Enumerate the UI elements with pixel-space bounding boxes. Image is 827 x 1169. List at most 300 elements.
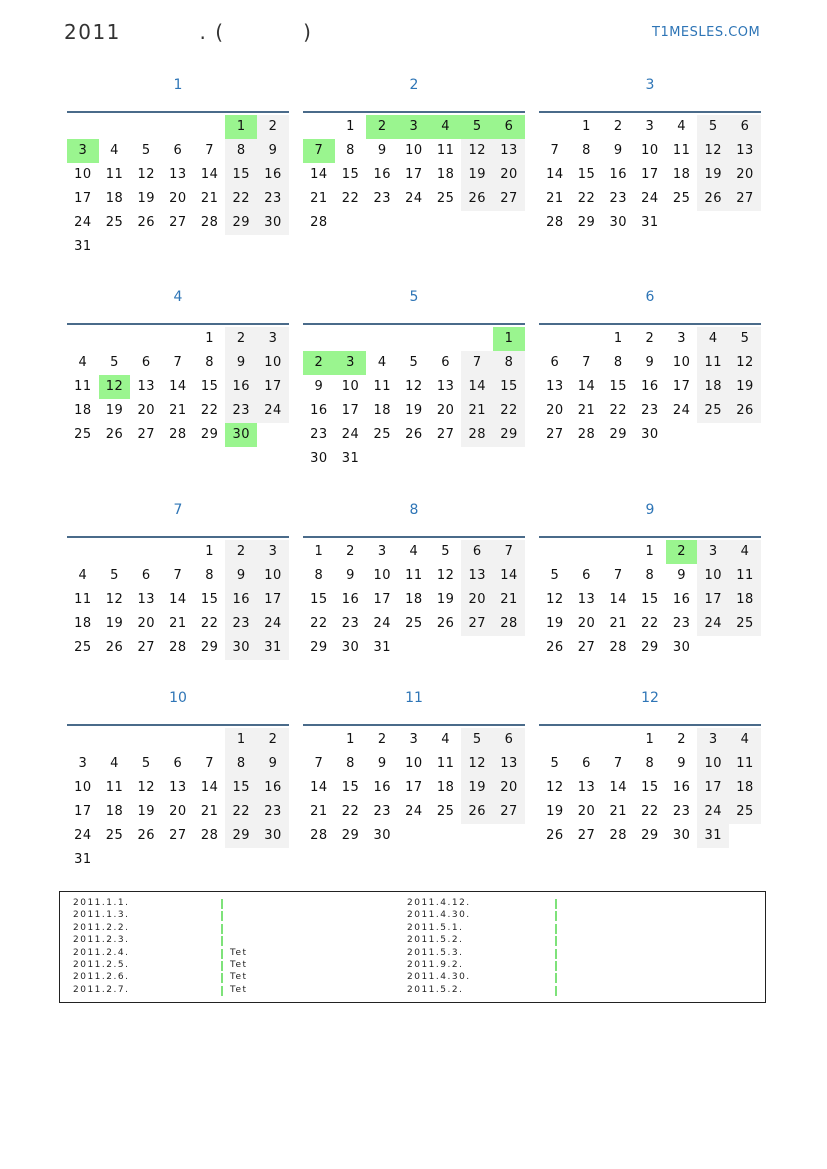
day-cell[interactable]: 30 xyxy=(341,640,360,655)
day-cell[interactable]: 17 xyxy=(257,588,289,612)
day-cell[interactable]: 17 xyxy=(257,375,289,399)
day-cell[interactable]: 21 xyxy=(609,804,627,819)
day-cell[interactable]: 16 xyxy=(373,167,391,182)
day-cell[interactable]: 19 xyxy=(105,616,124,631)
day-cell[interactable]: 2 xyxy=(257,728,289,752)
day-cell[interactable]: 28 xyxy=(577,427,596,442)
day-cell[interactable]: 15 xyxy=(641,592,659,607)
day-cell[interactable]: 13 xyxy=(493,752,525,776)
day-cell[interactable]: 30 xyxy=(641,427,659,442)
day-cell[interactable]: 2 xyxy=(666,540,698,564)
day-cell[interactable]: 25 xyxy=(697,399,729,423)
day-cell[interactable]: 19 xyxy=(436,592,455,607)
day-cell[interactable]: 12 xyxy=(137,167,155,182)
day-cell[interactable]: 15 xyxy=(225,776,257,800)
day-cell[interactable]: 18 xyxy=(405,592,423,607)
day-cell[interactable]: 16 xyxy=(672,592,691,607)
day-cell[interactable]: 2 xyxy=(257,115,289,139)
day-cell[interactable]: 31 xyxy=(257,636,289,660)
day-cell[interactable]: 15 xyxy=(200,592,219,607)
day-cell[interactable]: 4 xyxy=(697,327,729,351)
day-cell[interactable]: 13 xyxy=(137,592,155,607)
day-cell[interactable]: 3 xyxy=(409,732,419,747)
day-cell[interactable]: 5 xyxy=(461,115,493,139)
day-cell[interactable]: 4 xyxy=(677,119,686,134)
day-cell[interactable]: 18 xyxy=(697,375,729,399)
day-cell[interactable]: 25 xyxy=(74,427,92,442)
day-cell[interactable]: 11 xyxy=(405,568,423,583)
day-cell[interactable]: 1 xyxy=(346,119,355,134)
day-cell[interactable]: 24 xyxy=(697,612,729,636)
day-cell[interactable]: 23 xyxy=(609,191,627,206)
day-cell[interactable]: 18 xyxy=(373,403,391,418)
day-cell[interactable]: 7 xyxy=(303,139,335,163)
day-cell[interactable]: 3 xyxy=(697,540,729,564)
day-cell[interactable]: 20 xyxy=(546,403,564,418)
day-cell[interactable]: 30 xyxy=(609,215,627,230)
day-cell[interactable]: 3 xyxy=(697,728,729,752)
day-cell[interactable]: 29 xyxy=(200,640,219,655)
day-cell[interactable]: 7 xyxy=(173,568,183,583)
day-cell[interactable]: 23 xyxy=(341,616,360,631)
day-cell[interactable]: 18 xyxy=(105,191,124,206)
day-cell[interactable]: 1 xyxy=(205,544,214,559)
day-cell[interactable]: 27 xyxy=(137,640,155,655)
day-cell[interactable]: 21 xyxy=(200,804,219,819)
day-cell[interactable]: 11 xyxy=(697,351,729,375)
day-cell[interactable]: 29 xyxy=(641,828,659,843)
day-cell[interactable]: 27 xyxy=(461,612,493,636)
day-cell[interactable]: 6 xyxy=(173,756,183,771)
day-cell[interactable]: 16 xyxy=(373,780,391,795)
day-cell[interactable]: 9 xyxy=(225,351,257,375)
day-cell[interactable]: 24 xyxy=(74,828,92,843)
day-cell[interactable]: 12 xyxy=(461,752,493,776)
day-cell[interactable]: 15 xyxy=(200,379,219,394)
day-cell[interactable]: 22 xyxy=(200,616,219,631)
day-cell[interactable]: 29 xyxy=(310,640,328,655)
day-cell[interactable]: 20 xyxy=(493,776,525,800)
day-cell[interactable]: 31 xyxy=(74,239,92,254)
day-cell[interactable]: 14 xyxy=(609,780,627,795)
day-cell[interactable]: 31 xyxy=(641,215,659,230)
day-cell[interactable]: 19 xyxy=(729,375,761,399)
day-cell[interactable]: 22 xyxy=(577,191,596,206)
day-cell[interactable]: 24 xyxy=(74,215,92,230)
day-cell[interactable]: 1 xyxy=(314,544,324,559)
day-cell[interactable]: 10 xyxy=(341,379,360,394)
day-cell[interactable]: 25 xyxy=(436,804,455,819)
day-cell[interactable]: 2 xyxy=(225,540,257,564)
day-cell[interactable]: 25 xyxy=(672,191,691,206)
day-cell[interactable]: 8 xyxy=(613,355,623,370)
day-cell[interactable]: 28 xyxy=(461,423,493,447)
day-cell[interactable]: 18 xyxy=(74,616,92,631)
day-cell[interactable]: 24 xyxy=(257,399,289,423)
day-cell[interactable]: 3 xyxy=(677,331,686,346)
day-cell[interactable]: 17 xyxy=(405,167,423,182)
day-cell[interactable]: 11 xyxy=(74,379,92,394)
day-cell[interactable]: 14 xyxy=(609,592,627,607)
day-cell[interactable]: 24 xyxy=(257,612,289,636)
day-cell[interactable]: 3 xyxy=(78,756,88,771)
day-cell[interactable]: 3 xyxy=(335,351,367,375)
day-cell[interactable]: 20 xyxy=(137,403,155,418)
day-cell[interactable]: 19 xyxy=(461,776,493,800)
day-cell[interactable]: 28 xyxy=(609,828,627,843)
day-cell[interactable]: 10 xyxy=(74,780,92,795)
day-cell[interactable]: 2 xyxy=(225,327,257,351)
day-cell[interactable]: 19 xyxy=(461,163,493,187)
day-cell[interactable]: 27 xyxy=(577,828,596,843)
day-cell[interactable]: 25 xyxy=(373,427,391,442)
day-cell[interactable]: 22 xyxy=(341,191,360,206)
day-cell[interactable]: 26 xyxy=(546,640,564,655)
day-cell[interactable]: 27 xyxy=(169,828,187,843)
day-cell[interactable]: 7 xyxy=(205,756,214,771)
day-cell[interactable]: 22 xyxy=(341,804,360,819)
day-cell[interactable]: 18 xyxy=(436,780,455,795)
day-cell[interactable]: 20 xyxy=(729,163,761,187)
day-cell[interactable]: 16 xyxy=(341,592,360,607)
day-cell[interactable]: 25 xyxy=(729,800,761,824)
day-cell[interactable]: 3 xyxy=(377,544,387,559)
day-cell[interactable]: 11 xyxy=(672,143,691,158)
day-cell[interactable]: 8 xyxy=(493,351,525,375)
day-cell[interactable]: 11 xyxy=(105,780,124,795)
day-cell[interactable]: 16 xyxy=(225,375,257,399)
day-cell[interactable]: 21 xyxy=(493,588,525,612)
day-cell[interactable]: 6 xyxy=(493,728,525,752)
day-cell[interactable]: 6 xyxy=(141,355,151,370)
day-cell[interactable]: 5 xyxy=(461,728,493,752)
day-cell[interactable]: 28 xyxy=(200,215,219,230)
day-cell[interactable]: 21 xyxy=(310,804,328,819)
day-cell[interactable]: 21 xyxy=(546,191,564,206)
day-cell[interactable]: 19 xyxy=(546,616,564,631)
day-cell[interactable]: 9 xyxy=(377,756,387,771)
day-cell[interactable]: 31 xyxy=(74,852,92,867)
day-cell[interactable]: 14 xyxy=(200,167,219,182)
day-cell[interactable]: 10 xyxy=(405,756,423,771)
day-cell[interactable]: 21 xyxy=(577,403,596,418)
day-cell[interactable]: 29 xyxy=(341,828,360,843)
day-cell[interactable]: 24 xyxy=(373,616,391,631)
day-cell[interactable]: 21 xyxy=(461,399,493,423)
site-logo[interactable]: T1MESLES.COM xyxy=(652,25,761,40)
day-cell[interactable]: 13 xyxy=(169,167,187,182)
day-cell[interactable]: 13 xyxy=(493,139,525,163)
day-cell[interactable]: 13 xyxy=(436,379,455,394)
day-cell[interactable]: 8 xyxy=(225,139,257,163)
day-cell[interactable]: 4 xyxy=(78,355,88,370)
day-cell[interactable]: 15 xyxy=(341,167,360,182)
day-cell[interactable]: 14 xyxy=(169,592,187,607)
day-cell[interactable]: 30 xyxy=(257,824,289,848)
day-cell[interactable]: 23 xyxy=(257,800,289,824)
day-cell[interactable]: 14 xyxy=(310,167,328,182)
day-cell[interactable]: 20 xyxy=(577,616,596,631)
day-cell[interactable]: 24 xyxy=(341,427,360,442)
day-cell[interactable]: 29 xyxy=(609,427,627,442)
day-cell[interactable]: 28 xyxy=(310,215,328,230)
day-cell[interactable]: 17 xyxy=(373,592,391,607)
day-cell[interactable]: 8 xyxy=(582,143,591,158)
day-cell[interactable]: 21 xyxy=(609,616,627,631)
day-cell[interactable]: 29 xyxy=(200,427,219,442)
day-cell[interactable]: 28 xyxy=(310,828,328,843)
day-cell[interactable]: 18 xyxy=(729,776,761,800)
day-cell[interactable]: 12 xyxy=(436,568,455,583)
day-cell[interactable]: 13 xyxy=(137,379,155,394)
day-cell[interactable]: 14 xyxy=(461,375,493,399)
day-cell[interactable]: 27 xyxy=(436,427,455,442)
day-cell[interactable]: 8 xyxy=(346,143,355,158)
day-cell[interactable]: 4 xyxy=(430,115,462,139)
day-cell[interactable]: 18 xyxy=(105,804,124,819)
day-cell[interactable]: 23 xyxy=(225,612,257,636)
day-cell[interactable]: 7 xyxy=(582,355,591,370)
day-cell[interactable]: 20 xyxy=(436,403,455,418)
day-cell[interactable]: 22 xyxy=(225,187,257,211)
day-cell[interactable]: 26 xyxy=(405,427,423,442)
day-cell[interactable]: 7 xyxy=(314,756,324,771)
day-cell[interactable]: 20 xyxy=(493,163,525,187)
day-cell[interactable]: 9 xyxy=(257,139,289,163)
day-cell[interactable]: 20 xyxy=(577,804,596,819)
day-cell[interactable]: 15 xyxy=(641,780,659,795)
day-cell[interactable]: 26 xyxy=(105,640,124,655)
day-cell[interactable]: 24 xyxy=(405,804,423,819)
day-cell[interactable]: 25 xyxy=(74,640,92,655)
day-cell[interactable]: 9 xyxy=(377,143,387,158)
day-cell[interactable]: 25 xyxy=(436,191,455,206)
day-cell[interactable]: 1 xyxy=(493,327,525,351)
day-cell[interactable]: 25 xyxy=(105,828,124,843)
day-cell[interactable]: 18 xyxy=(672,167,691,182)
day-cell[interactable]: 12 xyxy=(546,592,564,607)
day-cell[interactable]: 13 xyxy=(729,139,761,163)
day-cell[interactable]: 25 xyxy=(729,612,761,636)
day-cell[interactable]: 17 xyxy=(641,167,659,182)
day-cell[interactable]: 30 xyxy=(225,423,257,447)
day-cell[interactable]: 16 xyxy=(257,163,289,187)
day-cell[interactable]: 12 xyxy=(546,780,564,795)
day-cell[interactable]: 13 xyxy=(546,379,564,394)
day-cell[interactable]: 19 xyxy=(697,163,729,187)
day-cell[interactable]: 12 xyxy=(99,375,131,399)
day-cell[interactable]: 10 xyxy=(697,752,729,776)
day-cell[interactable]: 22 xyxy=(310,616,328,631)
day-cell[interactable]: 29 xyxy=(225,211,257,235)
day-cell[interactable]: 24 xyxy=(641,191,659,206)
day-cell[interactable]: 30 xyxy=(257,211,289,235)
day-cell[interactable]: 22 xyxy=(493,399,525,423)
day-cell[interactable]: 26 xyxy=(461,800,493,824)
day-cell[interactable]: 5 xyxy=(697,115,729,139)
day-cell[interactable]: 6 xyxy=(582,756,591,771)
day-cell[interactable]: 23 xyxy=(373,804,391,819)
day-cell[interactable]: 4 xyxy=(729,540,761,564)
day-cell[interactable]: 27 xyxy=(137,427,155,442)
day-cell[interactable]: 1 xyxy=(346,732,355,747)
day-cell[interactable]: 5 xyxy=(110,568,119,583)
day-cell[interactable]: 6 xyxy=(441,355,450,370)
day-cell[interactable]: 16 xyxy=(609,167,627,182)
day-cell[interactable]: 5 xyxy=(141,756,151,771)
day-cell[interactable]: 3 xyxy=(398,115,430,139)
day-cell[interactable]: 2 xyxy=(377,732,387,747)
day-cell[interactable]: 6 xyxy=(493,115,525,139)
day-cell[interactable]: 12 xyxy=(405,379,423,394)
day-cell[interactable]: 21 xyxy=(200,191,219,206)
day-cell[interactable]: 30 xyxy=(310,451,328,466)
day-cell[interactable]: 17 xyxy=(697,776,729,800)
day-cell[interactable]: 8 xyxy=(225,752,257,776)
day-cell[interactable]: 9 xyxy=(645,355,655,370)
day-cell[interactable]: 14 xyxy=(169,379,187,394)
day-cell[interactable]: 4 xyxy=(409,544,419,559)
day-cell[interactable]: 29 xyxy=(225,824,257,848)
day-cell[interactable]: 6 xyxy=(582,568,591,583)
day-cell[interactable]: 5 xyxy=(550,756,560,771)
day-cell[interactable]: 13 xyxy=(169,780,187,795)
day-cell[interactable]: 19 xyxy=(137,804,155,819)
day-cell[interactable]: 7 xyxy=(173,355,183,370)
day-cell[interactable]: 23 xyxy=(257,187,289,211)
day-cell[interactable]: 30 xyxy=(672,640,691,655)
day-cell[interactable]: 28 xyxy=(169,640,187,655)
day-cell[interactable]: 14 xyxy=(577,379,596,394)
day-cell[interactable]: 19 xyxy=(105,403,124,418)
day-cell[interactable]: 20 xyxy=(169,191,187,206)
day-cell[interactable]: 31 xyxy=(341,451,360,466)
day-cell[interactable]: 1 xyxy=(645,544,655,559)
day-cell[interactable]: 23 xyxy=(672,616,691,631)
day-cell[interactable]: 20 xyxy=(169,804,187,819)
day-cell[interactable]: 29 xyxy=(577,215,596,230)
day-cell[interactable]: 24 xyxy=(405,191,423,206)
day-cell[interactable]: 9 xyxy=(225,564,257,588)
day-cell[interactable]: 1 xyxy=(582,119,591,134)
day-cell[interactable]: 9 xyxy=(613,143,623,158)
day-cell[interactable]: 2 xyxy=(677,732,686,747)
day-cell[interactable]: 23 xyxy=(672,804,691,819)
day-cell[interactable]: 25 xyxy=(405,616,423,631)
day-cell[interactable]: 28 xyxy=(169,427,187,442)
day-cell[interactable]: 12 xyxy=(697,139,729,163)
day-cell[interactable]: 6 xyxy=(729,115,761,139)
day-cell[interactable]: 17 xyxy=(74,191,92,206)
day-cell[interactable]: 29 xyxy=(493,423,525,447)
day-cell[interactable]: 8 xyxy=(205,355,214,370)
day-cell[interactable]: 11 xyxy=(436,143,455,158)
day-cell[interactable]: 26 xyxy=(137,828,155,843)
day-cell[interactable]: 8 xyxy=(205,568,214,583)
day-cell[interactable]: 16 xyxy=(225,588,257,612)
day-cell[interactable]: 3 xyxy=(67,139,99,163)
day-cell[interactable]: 25 xyxy=(105,215,124,230)
day-cell[interactable]: 26 xyxy=(461,187,493,211)
day-cell[interactable]: 14 xyxy=(310,780,328,795)
day-cell[interactable]: 11 xyxy=(436,756,455,771)
day-cell[interactable]: 9 xyxy=(257,752,289,776)
day-cell[interactable]: 23 xyxy=(310,427,328,442)
day-cell[interactable]: 11 xyxy=(373,379,391,394)
day-cell[interactable]: 11 xyxy=(729,564,761,588)
day-cell[interactable]: 7 xyxy=(613,568,623,583)
day-cell[interactable]: 16 xyxy=(641,379,659,394)
day-cell[interactable]: 27 xyxy=(729,187,761,211)
day-cell[interactable]: 12 xyxy=(137,780,155,795)
day-cell[interactable]: 10 xyxy=(405,143,423,158)
day-cell[interactable]: 10 xyxy=(672,355,691,370)
day-cell[interactable]: 15 xyxy=(609,379,627,394)
day-cell[interactable]: 5 xyxy=(409,355,419,370)
day-cell[interactable]: 15 xyxy=(577,167,596,182)
day-cell[interactable]: 28 xyxy=(609,640,627,655)
day-cell[interactable]: 6 xyxy=(141,568,151,583)
day-cell[interactable]: 30 xyxy=(373,828,391,843)
day-cell[interactable]: 1 xyxy=(225,115,257,139)
day-cell[interactable]: 27 xyxy=(577,640,596,655)
day-cell[interactable]: 28 xyxy=(200,828,219,843)
day-cell[interactable]: 31 xyxy=(697,824,729,848)
day-cell[interactable]: 22 xyxy=(641,616,659,631)
day-cell[interactable]: 30 xyxy=(225,636,257,660)
day-cell[interactable]: 2 xyxy=(613,119,623,134)
day-cell[interactable]: 11 xyxy=(74,592,92,607)
day-cell[interactable]: 10 xyxy=(641,143,659,158)
day-cell[interactable]: 7 xyxy=(550,143,560,158)
day-cell[interactable]: 2 xyxy=(366,115,398,139)
day-cell[interactable]: 6 xyxy=(461,540,493,564)
day-cell[interactable]: 10 xyxy=(697,564,729,588)
day-cell[interactable]: 9 xyxy=(314,379,324,394)
day-cell[interactable]: 19 xyxy=(546,804,564,819)
day-cell[interactable]: 5 xyxy=(729,327,761,351)
day-cell[interactable]: 8 xyxy=(645,756,655,771)
day-cell[interactable]: 3 xyxy=(645,119,655,134)
day-cell[interactable]: 3 xyxy=(257,327,289,351)
day-cell[interactable]: 27 xyxy=(169,215,187,230)
day-cell[interactable]: 26 xyxy=(729,399,761,423)
day-cell[interactable]: 22 xyxy=(641,804,659,819)
day-cell[interactable]: 14 xyxy=(200,780,219,795)
day-cell[interactable]: 12 xyxy=(729,351,761,375)
day-cell[interactable]: 8 xyxy=(346,756,355,771)
day-cell[interactable]: 17 xyxy=(697,588,729,612)
day-cell[interactable]: 5 xyxy=(110,355,119,370)
day-cell[interactable]: 26 xyxy=(105,427,124,442)
day-cell[interactable]: 16 xyxy=(310,403,328,418)
day-cell[interactable]: 18 xyxy=(729,588,761,612)
day-cell[interactable]: 19 xyxy=(405,403,423,418)
day-cell[interactable]: 2 xyxy=(346,544,355,559)
day-cell[interactable]: 28 xyxy=(493,612,525,636)
day-cell[interactable]: 6 xyxy=(173,143,183,158)
day-cell[interactable]: 15 xyxy=(341,780,360,795)
day-cell[interactable]: 26 xyxy=(697,187,729,211)
day-cell[interactable]: 23 xyxy=(641,403,659,418)
day-cell[interactable]: 10 xyxy=(373,568,391,583)
day-cell[interactable]: 7 xyxy=(461,351,493,375)
day-cell[interactable]: 22 xyxy=(609,403,627,418)
day-cell[interactable]: 13 xyxy=(461,564,493,588)
day-cell[interactable]: 30 xyxy=(672,828,691,843)
day-cell[interactable]: 18 xyxy=(74,403,92,418)
day-cell[interactable]: 15 xyxy=(225,163,257,187)
